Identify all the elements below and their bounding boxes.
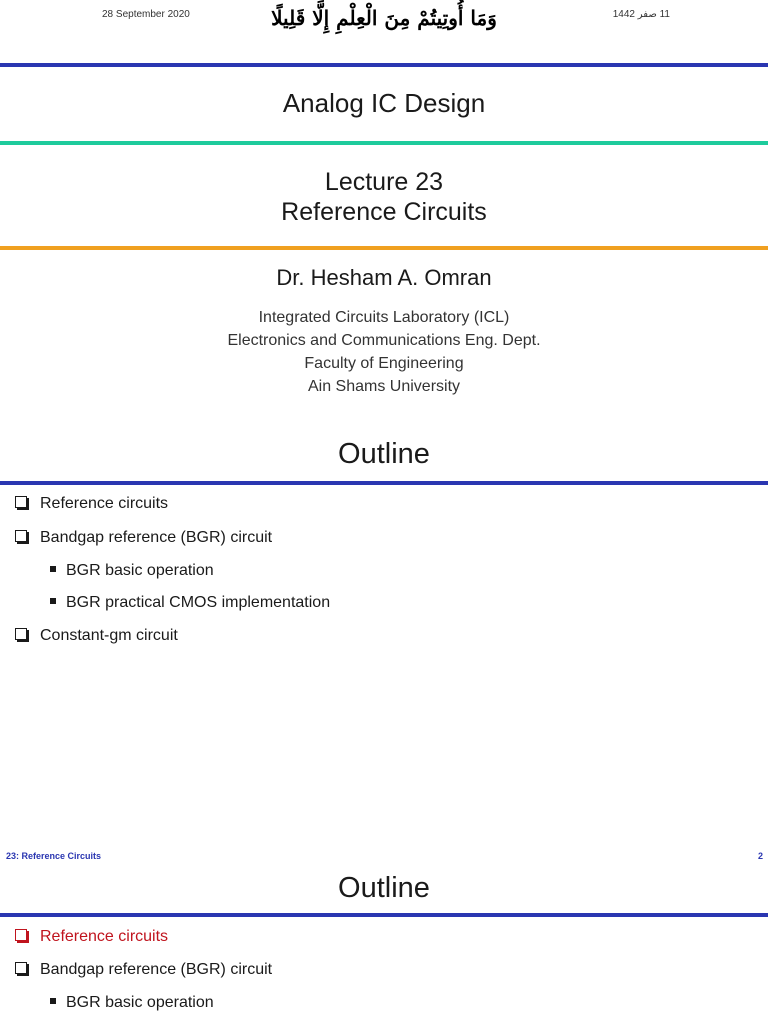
checkbox-bullet-icon xyxy=(15,628,27,640)
divider-blue-top xyxy=(0,63,768,67)
outline-subitem xyxy=(50,994,214,1012)
divider-teal xyxy=(0,141,768,145)
outline-item-label: Bandgap reference (BGR) circuit xyxy=(40,961,273,978)
affiliation-line: Ain Shams University xyxy=(307,378,461,395)
lecture-number: Lecture 23 xyxy=(324,168,444,196)
outline-title: Outline xyxy=(338,872,430,904)
outline-item xyxy=(15,529,272,547)
square-bullet-icon xyxy=(50,566,56,572)
outline-title: Outline xyxy=(338,438,430,470)
affiliation-line: Electronics and Communications Eng. Dept. xyxy=(227,332,541,349)
outline-item-label: BGR practical CMOS implementation xyxy=(66,594,331,611)
outline-item-label: BGR basic operation xyxy=(66,562,214,579)
header-verse: وَمَا أُوتِيتُمْ مِنَ الْعِلْمِ إِلَّا قَلِيلًا xyxy=(271,6,497,30)
divider-blue-outline xyxy=(0,481,768,485)
outline-item xyxy=(15,961,272,979)
outline-item-label: Reference circuits xyxy=(40,928,169,945)
outline-item xyxy=(15,627,178,645)
checkbox-bullet-icon xyxy=(15,929,27,941)
divider-blue-outline xyxy=(0,913,768,917)
lecture-topic: Reference Circuits xyxy=(281,198,487,226)
course-title: Analog IC Design xyxy=(282,88,486,118)
outline-item-label: BGR basic operation xyxy=(66,994,214,1011)
outline-item-label: Constant-gm circuit xyxy=(40,627,178,644)
footer-title: 23: Reference Circuits xyxy=(6,851,102,861)
outline-subitem xyxy=(50,594,330,612)
checkbox-bullet-icon xyxy=(15,962,27,974)
outline-item-label: Bandgap reference (BGR) circuit xyxy=(40,529,273,546)
outline-item xyxy=(15,495,168,513)
affiliation-line: Integrated Circuits Laboratory (ICL) xyxy=(258,309,510,326)
outline-item-active xyxy=(15,928,168,946)
square-bullet-icon xyxy=(50,598,56,604)
square-bullet-icon xyxy=(50,998,56,1004)
page-number: 2 xyxy=(757,851,763,861)
hijri-date: 11 صفر 1442 xyxy=(612,9,670,20)
author-name: Dr. Hesham A. Omran xyxy=(276,265,492,290)
checkbox-bullet-icon xyxy=(15,496,27,508)
outline-item-label: Reference circuits xyxy=(40,495,169,512)
affiliation-line: Faculty of Engineering xyxy=(304,355,464,372)
outline-subitem xyxy=(50,562,214,580)
divider-orange xyxy=(0,246,768,250)
slide-date: 28 September 2020 xyxy=(102,9,190,20)
checkbox-bullet-icon xyxy=(15,530,27,542)
